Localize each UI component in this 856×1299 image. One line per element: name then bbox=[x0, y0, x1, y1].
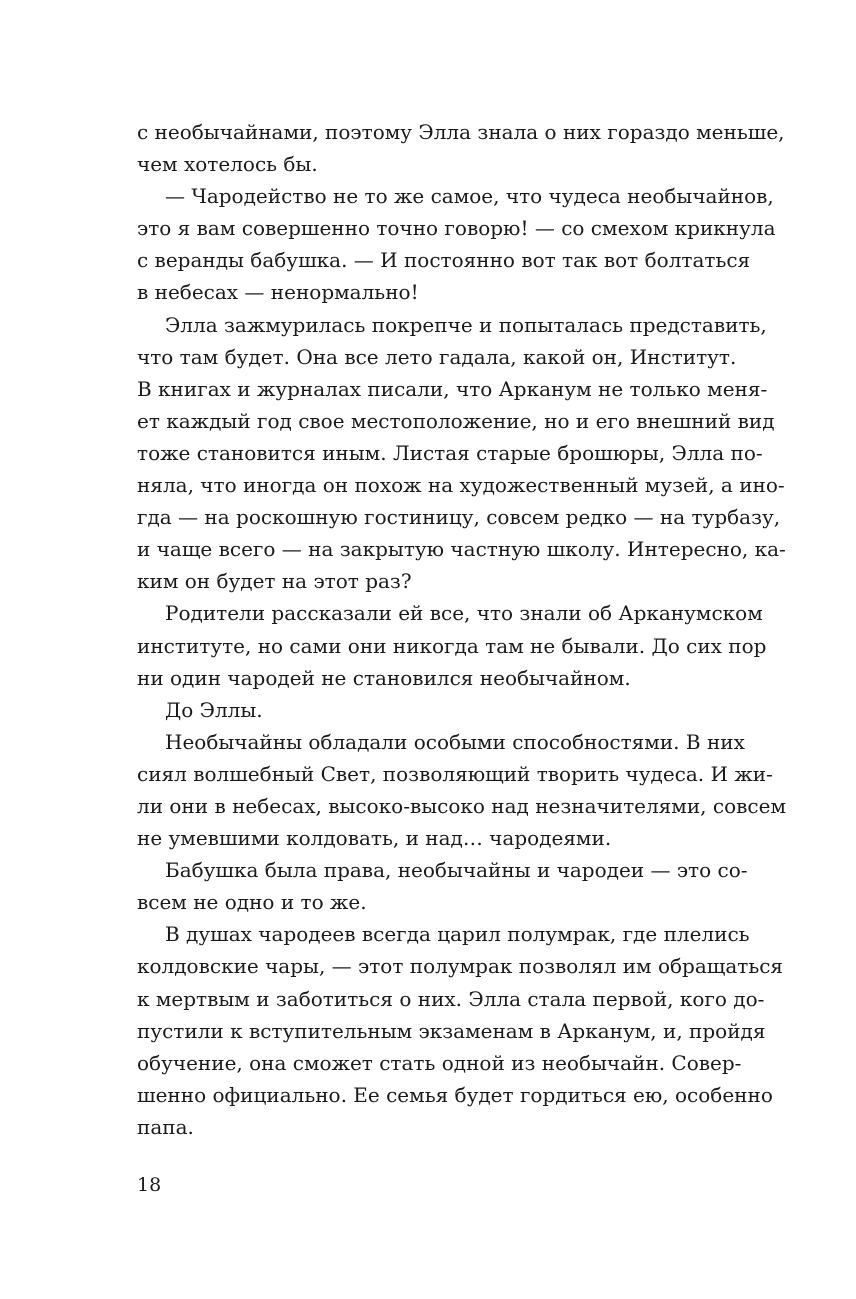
text-line: До Эллы. bbox=[165, 697, 263, 722]
text-line: Бабушка была права, необычайны и чародеи — это со- bbox=[165, 858, 748, 883]
page-number: 18 bbox=[137, 1174, 162, 1196]
text-line: обучение, она сможет стать одной из необычайн. Совер- bbox=[137, 1050, 742, 1075]
text-line: с веранды бабушка. — И постоянно вот так вот болтаться bbox=[137, 248, 751, 273]
body-text bbox=[137, 116, 786, 1143]
text-line: в небесах — ненормально! bbox=[137, 280, 419, 305]
text-line: гда — на роскошную гостиницу, совсем редко — на турбазу, bbox=[137, 505, 781, 530]
text-line: няла, что иногда он похож на художественный музей, а ино- bbox=[137, 473, 785, 498]
text-line: ли они в небесах, высоко-высоко над незначителями, совсем bbox=[137, 793, 786, 818]
text-line: В книгах и журналах писали, что Арканум не только меня- bbox=[137, 376, 768, 401]
text-line: пустили к вступительным экзаменам в Арканум, и, пройдя bbox=[137, 1018, 766, 1043]
text-line: институте, но сами они никогда там не бывали. До сих пор bbox=[137, 633, 767, 658]
text-line: к мертвым и заботиться о них. Элла стала первой, кого до- bbox=[137, 986, 765, 1011]
text-line: ни один чародей не становился необычайном. bbox=[137, 665, 631, 690]
text-line: Элла зажмурилась покрепче и попыталась представить, bbox=[165, 312, 767, 337]
text-line: и чаще всего — на закрытую частную школу. Интересно, ка- bbox=[137, 537, 786, 562]
text-line: это я вам совершенно точно говорю! — со смехом крикнула bbox=[137, 216, 776, 241]
text-line: папа. bbox=[137, 1114, 194, 1139]
text-line: чем хотелось бы. bbox=[137, 152, 318, 177]
text-line: с необычайнами, поэтому Элла знала о них гораздо меньше, bbox=[137, 120, 785, 144]
text-line: В душах чародеев всегда царил полумрак, где плелись bbox=[165, 922, 750, 947]
text-line: что там будет. Она все лето гадала, какой он, Институт. bbox=[137, 344, 737, 369]
text-line: ким он будет на этот раз? bbox=[137, 569, 412, 594]
text-line: Необычайны обладали особыми способностями. В них bbox=[165, 729, 745, 754]
text-line: сиял волшебный Свет, позволяющий творить чудеса. И жи- bbox=[137, 761, 773, 786]
text-line: Родители рассказали ей все, что знали об Арканумском bbox=[165, 601, 763, 626]
text-line: всем не одно и то же. bbox=[137, 890, 367, 915]
text-line: не умевшими колдовать, и над… чародеями. bbox=[137, 826, 612, 851]
text-line: шенно официально. Ее семья будет гордиться ею, особенно bbox=[137, 1082, 773, 1107]
text-line: — Чародейство не то же самое, что чудеса необычайнов, bbox=[165, 184, 774, 209]
text-line: тоже становится иным. Листая старые брошюры, Элла по- bbox=[137, 440, 763, 465]
text-line: колдовские чары, — этот полумрак позволял им обращаться bbox=[137, 954, 784, 979]
text-line: ет каждый год свое местоположение, но и его внешний вид bbox=[137, 408, 775, 433]
